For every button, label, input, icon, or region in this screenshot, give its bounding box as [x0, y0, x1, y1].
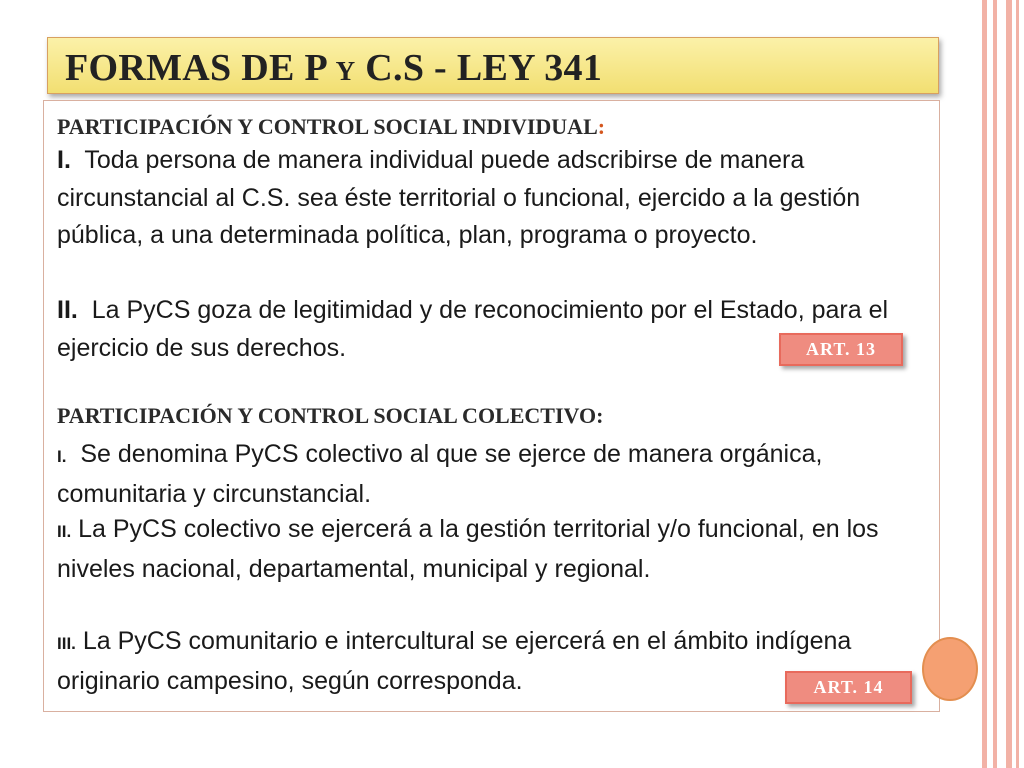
item-number: I. — [57, 447, 67, 466]
decorative-stripe — [982, 0, 987, 768]
decorative-stripe — [993, 0, 997, 768]
item-number: III. — [57, 634, 76, 653]
item-number: I. — [57, 146, 71, 174]
art-13-badge: ART. 13 — [779, 333, 903, 366]
heading-individual — [57, 114, 605, 140]
title-part-2: C.S - LEY 341 — [355, 47, 603, 89]
colectivo-item-1 — [57, 436, 937, 513]
decorative-stripe — [1016, 0, 1019, 768]
item-text: Se denomina PyCS colectivo al que se ejerce de manera orgánica, comunitaria y circunstancial. — [57, 440, 823, 508]
slide-title — [65, 46, 602, 90]
decorative-circle — [922, 637, 978, 701]
colectivo-item-2 — [57, 511, 937, 588]
item-number: II. — [57, 522, 72, 541]
art-14-badge: ART. 14 — [785, 671, 912, 704]
item-number: II. — [57, 296, 78, 324]
slide-title-box — [47, 37, 939, 94]
individual-item-1 — [57, 142, 937, 255]
item-text: Toda persona de manera individual puede adscribirse de manera circunstancial al C.S. sea éste territorial o funcional, ejercido a la gestión pública, a una determinada política, plan, programa o proyecto. — [57, 146, 861, 249]
heading-individual-colon: : — [597, 114, 606, 139]
item-text: La PyCS colectivo se ejercerá a la gestión territorial y/o funcional, en los niveles nacional, departamental, municipal y regional. — [57, 515, 879, 583]
decorative-stripe — [1006, 0, 1012, 768]
heading-colectivo: PARTICIPACIÓN Y CONTROL SOCIAL COLECTIVO: — [57, 403, 604, 428]
heading-individual-text: PARTICIPACIÓN Y CONTROL SOCIAL INDIVIDUAL — [57, 114, 598, 139]
title-small-y: Y — [335, 56, 356, 86]
item-text: La PyCS goza de legitimidad y de reconocimiento por el Estado, para el ejercicio de sus derechos. — [57, 296, 889, 362]
item-text: La PyCS comunitario e intercultural se ejercerá en el ámbito indígena originario campesino, según corresponda. — [57, 627, 852, 695]
title-part-1: FORMAS DE P — [65, 47, 336, 89]
